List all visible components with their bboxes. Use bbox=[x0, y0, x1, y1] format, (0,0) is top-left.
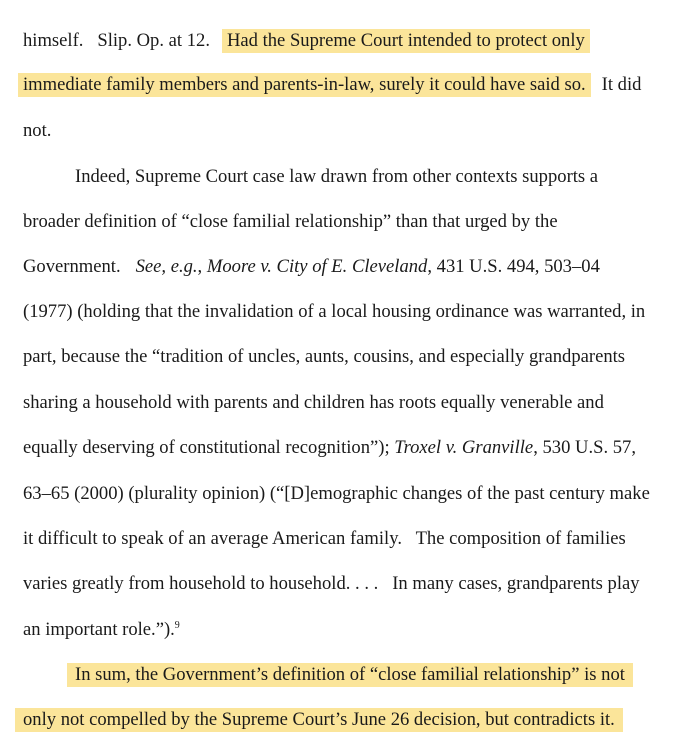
paragraph1-line3 bbox=[23, 117, 51, 145]
citation-signal: See, e.g. bbox=[135, 256, 198, 277]
citation-signal-comma: , bbox=[197, 256, 203, 277]
paragraph2-text-8: 63–65 (2000) (plurality opinion) (“[D]emographic changes of the past century make bbox=[23, 483, 650, 504]
highlighted-conclusion-part2: only not compelled by the Supreme Court’s June 26 decision, but contradicts it. bbox=[15, 708, 623, 732]
citation-moore: , 431 U.S. 494, 503–04 bbox=[427, 256, 600, 277]
paragraph2-text-10: varies greatly from household to household. . . . In many cases, grandparents play bbox=[23, 573, 640, 594]
paragraph2-line1 bbox=[75, 163, 598, 191]
paragraph1-continuation: It did bbox=[601, 74, 642, 95]
paragraph2-line7 bbox=[23, 434, 636, 462]
paragraph2-text-6: sharing a household with parents and children has roots equally venerable and bbox=[23, 392, 604, 413]
paragraph2-text-1: Indeed, Supreme Court case law drawn from other contexts supports a bbox=[75, 166, 599, 187]
citation-troxel: , 530 U.S. 57, bbox=[533, 437, 636, 458]
paragraph2-line2 bbox=[23, 208, 558, 236]
case-name-troxel: Troxel v. Granville bbox=[394, 437, 534, 458]
paragraph2-line6 bbox=[23, 389, 604, 417]
paragraph2-line11 bbox=[23, 616, 180, 644]
highlighted-conclusion-part1: In sum, the Government’s definition of “close familial relationship” is not bbox=[67, 663, 633, 687]
paragraph3-line2 bbox=[15, 706, 623, 734]
paragraph2-text-4: (1977) (holding that the invalidation of a local housing ordinance was warranted, in bbox=[23, 301, 646, 322]
paragraph1-line1 bbox=[23, 27, 585, 55]
paragraph1-intro: himself. Slip. Op. at 12. bbox=[23, 30, 210, 51]
paragraph2-line5 bbox=[23, 343, 625, 371]
paragraph2-line4 bbox=[23, 298, 645, 326]
paragraph3-line1 bbox=[67, 661, 633, 689]
paragraph2-line10 bbox=[23, 570, 640, 598]
paragraph2-text-11: an important role.”). bbox=[23, 619, 175, 640]
paragraph2-text-5: part, because the “tradition of uncles, aunts, cousins, and especially grandparents bbox=[23, 346, 626, 367]
paragraph2-line9 bbox=[23, 525, 626, 553]
paragraph1-line2 bbox=[23, 71, 641, 99]
paragraph2-text-9: it difficult to speak of an average American family. The composition of families bbox=[23, 528, 626, 549]
paragraph2-line8 bbox=[23, 480, 650, 508]
paragraph2-text-3a: Government. bbox=[23, 256, 121, 277]
case-name-moore: Moore v. City of E. Cleveland bbox=[206, 256, 428, 277]
paragraph2-line3 bbox=[23, 253, 600, 281]
paragraph2-text-7a: equally deserving of constitutional recognition”); bbox=[23, 437, 390, 458]
highlighted-sentence-part2: immediate family members and parents-in-law, surely it could have said so. bbox=[18, 73, 591, 97]
paragraph2-text-2: broader definition of “close familial relationship” than that urged by the bbox=[23, 211, 558, 232]
highlighted-sentence-part1: Had the Supreme Court intended to protect only bbox=[222, 29, 590, 53]
footnote-marker[interactable]: 9 bbox=[174, 620, 180, 631]
paragraph1-end: not. bbox=[23, 120, 52, 141]
